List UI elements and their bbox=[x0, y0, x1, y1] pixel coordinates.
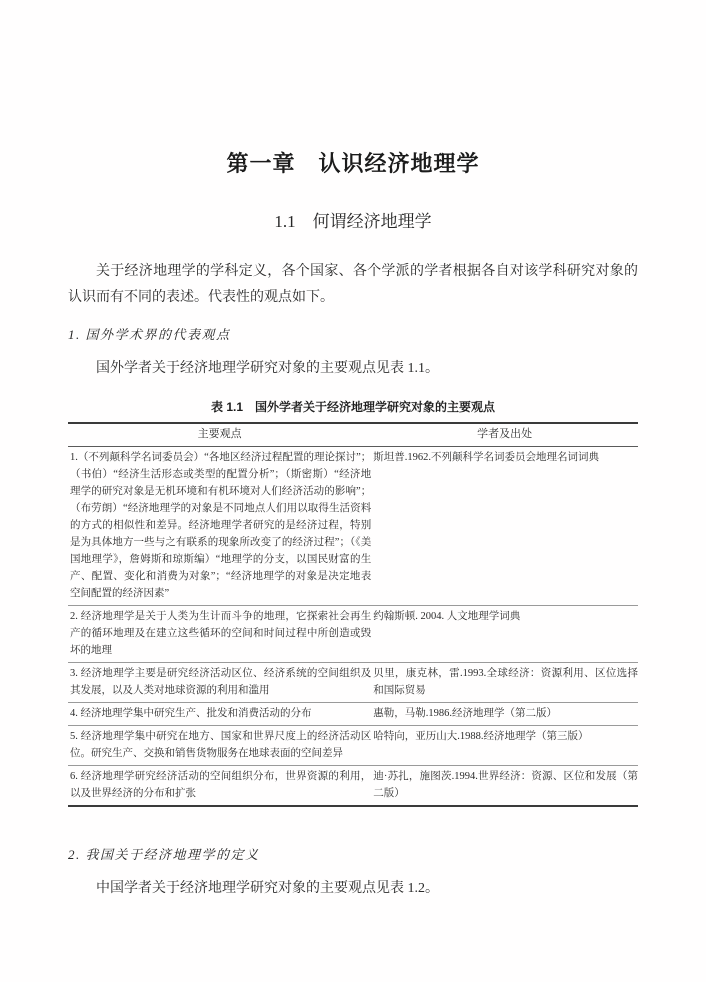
source-cell: 约翰斯顿. 2004. 人文地理学词典 bbox=[371, 606, 638, 663]
table-header-row bbox=[68, 423, 638, 447]
section-title: 1.1 何谓经济地理学 bbox=[274, 212, 432, 231]
intro-paragraph: 关于经济地理学的学科定义，各个国家、各个学派的学者根据各自对该学科研究对象的认识而有不同的表述。代表性的观点如下。 bbox=[68, 264, 638, 305]
viewpoint-cell: 3. 经济地理学主要是研究经济活动区位、经济系统的空间组织及其发展，以及人类对地球资源的利用和滥用 bbox=[68, 663, 371, 703]
source-cell: 斯坦普.1962.不列颠科学名词委员会地理名词词典 bbox=[373, 452, 599, 463]
list-heading-foreign-views: 1. 国外学术界的代表观点 bbox=[68, 327, 231, 342]
source-cell: 迪·苏扎，施图茨.1994.世界经济：资源、区位和发展（第二版） bbox=[371, 766, 638, 807]
table-1-1 bbox=[68, 422, 638, 807]
table-row bbox=[68, 606, 638, 663]
chapter-title: 第一章 认识经济地理学 bbox=[226, 151, 480, 176]
table-row bbox=[68, 766, 638, 807]
foreign-lead-paragraph: 国外学者关于经济地理学研究对象的主要观点见表 1.1。 bbox=[96, 361, 439, 376]
viewpoint-cell: 6. 经济地理学研究经济活动的空间组织分布，世界资源的利用，以及世界经济的分布和扩张 bbox=[68, 766, 371, 807]
table-row bbox=[68, 703, 638, 726]
column-header-viewpoint: 主要观点 bbox=[68, 423, 371, 447]
viewpoint-cell: 1.（不列颠科学名词委员会）“各地区经济过程配置的理论探讨”；（书伯）“经济生活形态或类型的配置分析”；（斯密斯）“经济地理学的研究对象是无机环境和有机环境对人们经济活动的影响”；（布劳朗）“经济地理学的对象是不同地点人们用以取得生活资料的方式的相似性和差异。经济地理学者研究的是经济过程，特别是为具体地方一些与之有联系的现象所改变了的经济过程”；（《美国地理学》，詹姆斯和琼斯编）“地理学的分支，以国民财富的生产、配置、变化和消费为对象”；“经济地理学的对象是决定地表空间配置的经济因素” bbox=[70, 452, 372, 599]
table-row bbox=[68, 447, 638, 606]
column-header-source: 学者及出处 bbox=[371, 423, 638, 447]
source-cell: 贝里，康克林，雷.1993.全球经济：资源利用、区位选择和国际贸易 bbox=[371, 663, 638, 703]
source-cell: 惠勒，马勒.1986.经济地理学（第二版） bbox=[371, 703, 638, 726]
list-heading-china-definition: 2. 我国关于经济地理学的定义 bbox=[68, 847, 260, 862]
viewpoint-cell: 4. 经济地理学集中研究生产、批发和消费活动的分布 bbox=[68, 703, 371, 726]
table-row bbox=[68, 726, 638, 766]
viewpoint-cell: 2. 经济地理学是关于人类为生计而斗争的地理，它探索社会再生产的循环地理及在建立这些循环的空间和时间过程中所创造或毁坏的地理 bbox=[68, 606, 371, 663]
page-content bbox=[68, 0, 638, 902]
viewpoint-cell: 5. 经济地理学集中研究在地方、国家和世界尺度上的经济活动区位。研究生产、交换和销售货物服务在地球表面的空间差异 bbox=[68, 726, 371, 766]
table-caption: 表 1.1 国外学者关于经济地理学研究对象的主要观点 bbox=[210, 400, 496, 414]
china-lead-paragraph: 中国学者关于经济地理学研究对象的主要观点见表 1.2。 bbox=[96, 881, 439, 896]
table-row bbox=[68, 663, 638, 703]
source-cell: 哈特向，亚历山大.1988.经济地理学（第三版） bbox=[371, 726, 638, 766]
